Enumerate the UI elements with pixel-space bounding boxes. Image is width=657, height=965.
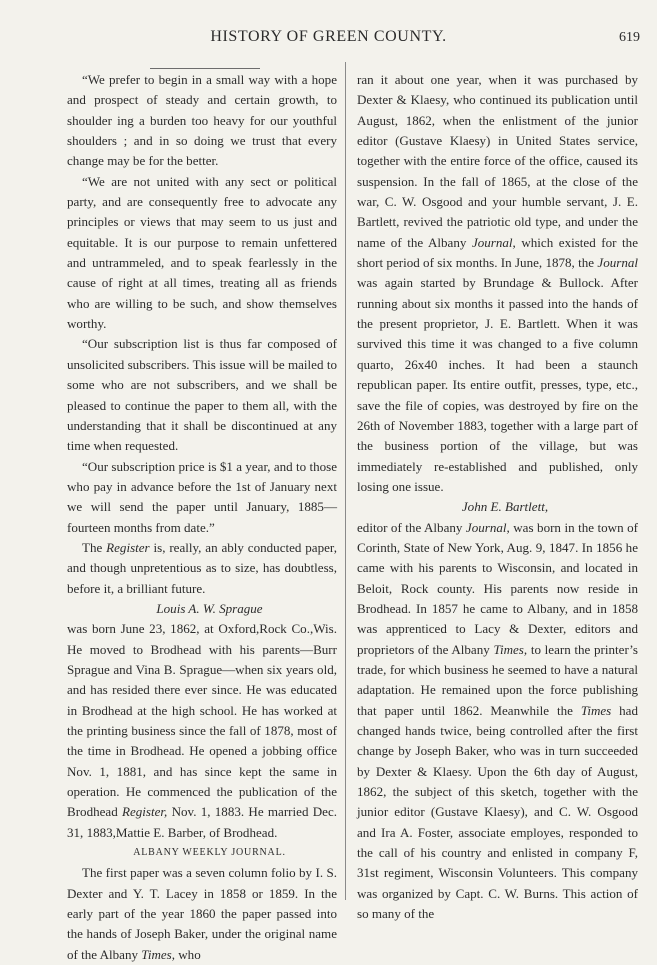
section-heading: ALBANY WEEKLY JOURNAL. [133,847,286,859]
newspaper-name: Register [106,539,150,555]
text-run: was again started by Brundage & Bullock. After running about six months it passed into the hands of the present proprietor, J. E. Bartlett. When it was survived this time it was changed to a five column quarto, 26x40 inches. It had been a staunch republican paper. Its entire outfit, presses, type, etc., save the file of copies, was destroyed by fire on the 26th of November 1883, together with a large part of the business portion of the village, but was immediately re-established and published, only losing one issue. [357,275,638,494]
column-divider [345,62,346,900]
paragraph [357,518,638,925]
left-column [67,70,337,965]
paragraph: “We prefer to begin in a small way with a hope and prospect of steady and certain growth, to shoulder ing a burden too heavy for our youthful shoulders ; and in so doing we trust that every change may be for the better. [67,72,337,169]
paragraph [357,70,638,497]
newspaper-name: Journal, [465,519,510,535]
paragraph: “Our subscription list is thus far composed of unsolicited subscribers. This issue will be mailed to some who are not subscribers, and we shall be pleased to continue the paper to them all, with the understanding that it shall be discontinued at any time when requested. [67,336,337,454]
text-run: Nov. 1, 1883. He married Dec. 31, 1883,Mattie E. Barber, of Brodhead. [67,804,338,840]
text-run: who [175,946,201,962]
paragraph [67,538,337,599]
running-head [0,28,657,52]
newspaper-name: Times, [141,946,175,962]
newspaper-name: Times [580,702,612,718]
text-run: was born in the town of Corinth, State of New York, Aug. 9, 1847. In 1856 he came with his parents to Wisconsin, and located in Beloit, Rock county. His parents now reside in Brodhead. In 1857 he came to Albany, and in 1858 was apprenticed to Lacy & Dexter, editors and proprietors of the Albany [357,519,638,657]
text-run: editor of the Albany [357,519,466,535]
biography-heading: Louis A. W. Sprague [156,600,263,616]
text-run: was born June 23, 1862, at Oxford,Rock Co.,Wis. He moved to Brodhead with his parents—Burr Sprague and Vina B. Sprague—when six years old, and has resided there ever since. He was educated in Brodhead at the high school. He has worked at the printing business since the fall of 1878, most of the time in Brodhead. He opened a jobbing office Nov. 1, 1881, and has since kept the same in operation. He commenced the publication of the Brodhead [67,621,337,820]
paragraph [67,619,337,843]
paragraph: “We are not united with any sect or political party, and are consequently free to advocate any principles or views that may seem to us just and equitable. It is our purpose to remain unfettered and untrammeled, and to speak fearlessly in the cause of right at all times, treating all as friends who are willing to be such, and show themselves worthy. [67,173,337,332]
text-run: The [82,539,107,555]
biography-heading: John E. Bartlett, [461,499,549,515]
text-run: is, really, an ably conducted paper, and though unpretentious as to size, has doubtless, before it, a brilliant future. [67,539,337,596]
page-number: 619 [619,30,640,45]
newspaper-name: Register, [122,804,168,820]
right-column [357,70,638,924]
newspaper-name: Journal [597,255,638,271]
text-run: The first paper was a seven column folio by I. S. Dexter and Y. T. Lacey in 1858 or 1859. In the early part of the year 1860 the paper passed into the hands of Joseph Baker, under the original name of the Albany [67,865,337,962]
header-rule [150,68,260,69]
page-title: HISTORY OF GREEN COUNTY. [210,28,447,45]
text-run: ran it about one year, when it was purchased by Dexter & Klaesy, who continued its publication until August, 1862, when the enlistment of the junior editor (Gustave Klaesy) in United States service, together with the entire force of the office, caused its suspension. In the fall of 1865, at the close of the war, C. W. Osgood and your humble servant, J. E. Bartlett, revived the patriotic old type, and under the name of the Albany [357,72,638,250]
text-run: which existed for the short period of six months. In June, 1878, the [357,234,638,271]
paragraph: “Our subscription price is $1 a year, and to those who pay in advance before the 1st of January next we will send the paper until January, 1885—fourteen months from date.” [67,458,337,535]
newspaper-name: Times, [493,641,528,657]
text-run: to learn the printer’s trade, for which business he seemed to have a natural adaptation. He remained upon the force publishing that paper until 1862. Meanwhile the [357,641,638,718]
paragraph [67,863,337,965]
text-run: had changed hands twice, being controlled after the first change by Joseph Baker, who was in turn succeeded by Dexter & Klaesy. Upon the 6th day of August, 1862, the subject of this sketch, together with the junior editor (Gustave Klaesy), and C. W. Osgood and Ira A. Foster, associate employes, responded to the call of his country and enlisted in company F, 31st regiment, Wisconsin Volunteers. This company was organized by Capt. C. W. Burns. This action of so many of the [357,702,638,922]
newspaper-name: Journal, [471,234,516,250]
